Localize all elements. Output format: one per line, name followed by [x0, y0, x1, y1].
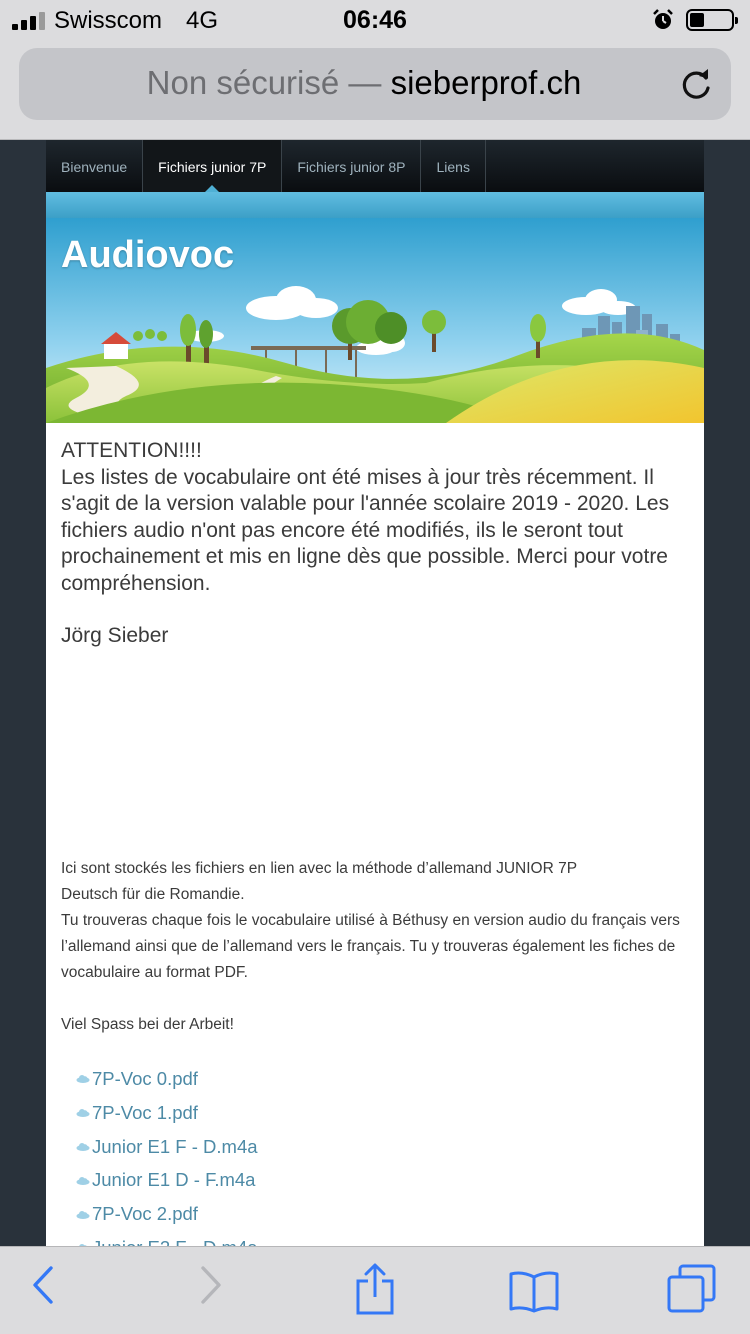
- nav-item-fichiers-junior-8p[interactable]: Fichiers junior 8P: [282, 140, 421, 192]
- alarm-icon: [652, 9, 674, 31]
- battery-icon: [686, 9, 734, 31]
- browser-toolbar: [0, 1246, 750, 1334]
- description-line-3: Tu trouveras chaque fois le vocabulaire utilisé à Béthusy en version audio du français vers l’allemand ainsi que de l’allemand vers le français. Tu y trouveras également les fiches de vocabulaire au format PDF.: [61, 912, 680, 981]
- file-name[interactable]: 7P-Voc 0.pdf: [92, 1068, 198, 1089]
- notice-heading: ATTENTION!!!!: [61, 439, 202, 462]
- file-link[interactable]: [76, 1096, 676, 1130]
- tabs-icon[interactable]: [666, 1263, 718, 1315]
- cloud-icon: [76, 1074, 90, 1083]
- file-link[interactable]: [76, 1197, 676, 1231]
- network-type: 4G: [186, 7, 219, 34]
- header-banner: [46, 218, 704, 423]
- cloud-icon: [76, 1210, 90, 1219]
- file-name[interactable]: 7P-Voc 2.pdf: [92, 1203, 198, 1225]
- description-line-4: Viel Spass bei der Arbeit!: [61, 1016, 234, 1033]
- page-title: Audiovoc: [61, 234, 235, 276]
- share-icon[interactable]: [354, 1261, 396, 1317]
- site-nav: [46, 140, 704, 192]
- nav-item-bienvenue[interactable]: Bienvenue: [46, 140, 143, 192]
- file-link[interactable]: [76, 1130, 676, 1164]
- domain-label: sieberprof.ch: [390, 64, 582, 101]
- back-icon[interactable]: [30, 1265, 56, 1305]
- cloud-icon: [76, 1176, 90, 1185]
- address-bar-area: [0, 40, 750, 140]
- file-name[interactable]: 7P-Voc 1.pdf: [92, 1101, 198, 1123]
- description-line-2: Deutsch für die Romandie.: [61, 886, 245, 903]
- reload-icon[interactable]: [679, 66, 715, 102]
- cloud-icon: [76, 1142, 90, 1151]
- file-list: [76, 1062, 676, 1265]
- nav-item-fichiers-junior-7p[interactable]: Fichiers junior 7P: [143, 140, 282, 192]
- address-text[interactable]: [19, 64, 709, 102]
- status-bar: [0, 0, 750, 40]
- file-name[interactable]: Junior E1 D - F.m4a: [92, 1169, 256, 1191]
- file-name[interactable]: Junior E1 F - D.m4a: [92, 1135, 258, 1157]
- notice-text: [61, 438, 691, 598]
- security-label: Non sécurisé —: [146, 64, 382, 101]
- header-band: [46, 192, 704, 218]
- status-time: 06:46: [343, 6, 407, 34]
- description-section: [61, 856, 691, 1038]
- cloud-icon: [76, 1108, 90, 1117]
- web-page: [46, 140, 704, 1246]
- address-bar[interactable]: [19, 48, 731, 120]
- nav-item-liens[interactable]: Liens: [421, 140, 485, 192]
- battery-fill: [690, 13, 704, 27]
- bookmarks-icon[interactable]: [508, 1269, 560, 1313]
- notice-signature: Jörg Sieber: [61, 623, 169, 647]
- forward-icon[interactable]: [198, 1265, 224, 1305]
- carrier-name: Swisscom: [54, 7, 163, 34]
- notice-section: [61, 438, 691, 648]
- file-link[interactable]: [76, 1163, 676, 1197]
- file-link[interactable]: [76, 1062, 676, 1096]
- description-line-1: Ici sont stockés les fichiers en lien avec la méthode d’allemand JUNIOR 7P: [61, 860, 578, 877]
- notice-body: Les listes de vocabulaire ont été mises à jour très récemment. Il s'agit de la version valable pour l'année scolaire 2019 - 2020. Les fichiers audio n'ont pas encore été modifiés, ils le seront tout prochainement et mis en ligne dès que possible. Merci pour votre compréhension.: [61, 465, 670, 595]
